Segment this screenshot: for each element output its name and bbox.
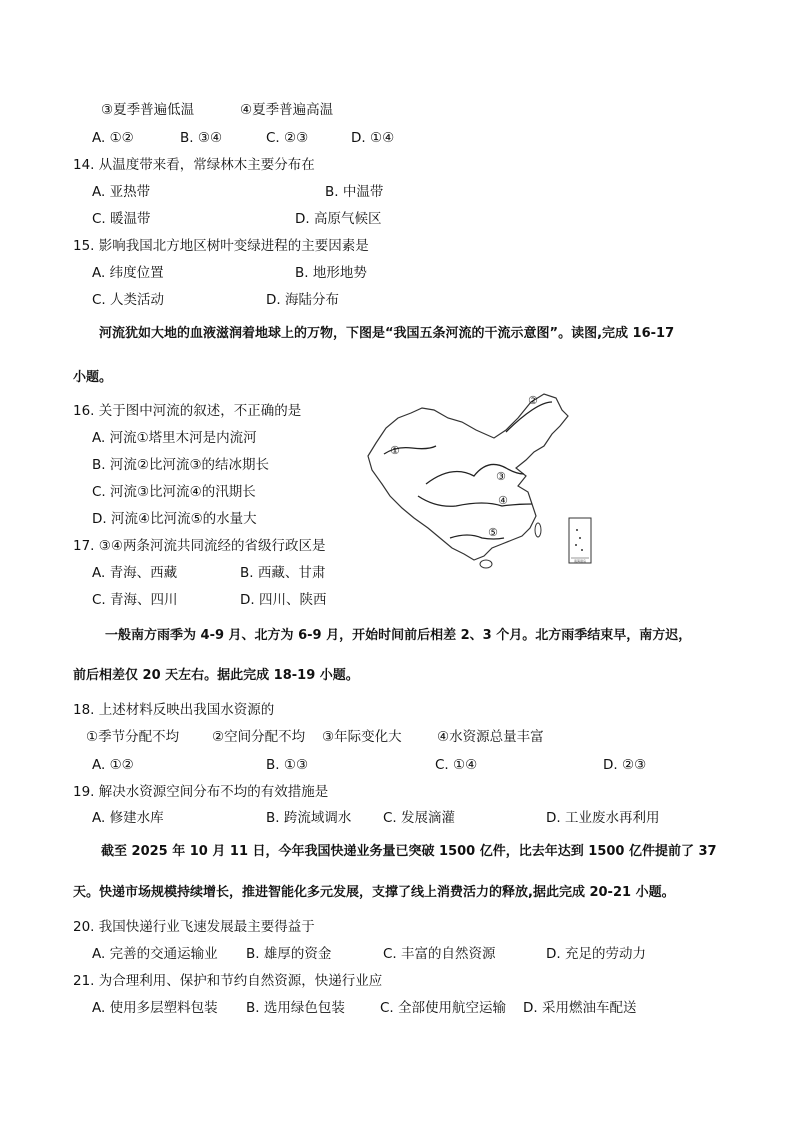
- q16-stem: 16. 关于图中河流的叙述，不正确的是: [73, 403, 302, 419]
- q17-choice-c: C. 青海、四川: [92, 592, 178, 608]
- q18-statement-4: ④水资源总量丰富: [437, 729, 544, 745]
- china-rivers-map: [356, 388, 596, 578]
- q15-choice-a: A. 纬度位置: [92, 265, 164, 281]
- river-3: [426, 464, 524, 484]
- intro-20-21-line1: 截至 2025 年 10 月 11 日，今年我国快递业务量已突破 1500 亿件，比去年达到 1500 亿件提前了 37: [101, 844, 717, 859]
- q19-choice-c: C. 发展滴灌: [383, 810, 456, 826]
- q17-choice-a: A. 青海、西藏: [92, 565, 178, 581]
- q20-choice-c: C. 丰富的自然资源: [383, 946, 496, 962]
- q20-choice-d: D. 充足的劳动力: [546, 946, 646, 962]
- q18-choice-a: A. ①②: [92, 757, 134, 773]
- q21-stem: 21. 为合理利用、保护和节约自然资源，快递行业应: [73, 973, 383, 989]
- south-sea-inset: [569, 518, 591, 563]
- q17-choice-b: B. 西藏、甘肃: [240, 565, 326, 581]
- q13-choice-d: D. ①④: [351, 130, 395, 146]
- q20-stem: 20. 我国快递行业飞速发展最主要得益于: [73, 919, 315, 935]
- q19-choice-a: A. 修建水库: [92, 810, 164, 826]
- q21-choice-b: B. 选用绿色包装: [246, 1000, 345, 1016]
- q16-choice-c: C. 河流③比河流④的汛期长: [92, 484, 256, 500]
- intro-20-21-line2: 天。快递市场规模持续增长，推进智能化多元发展，支撑了线上消费活力的释放,据此完成 20-21 小题。: [73, 885, 675, 900]
- q15-choice-d: D. 海陆分布: [266, 292, 339, 308]
- intro-16-17-line1: 河流犹如大地的血液滋润着地球上的万物，下图是“我国五条河流的干流示意图”。读图,完成 16-17: [99, 326, 675, 341]
- q14-choice-a: A. 亚热带: [92, 184, 151, 200]
- q13-option-4: ④夏季普遍高温: [240, 102, 334, 118]
- hainan-island: [480, 560, 492, 568]
- q15-stem: 15. 影响我国北方地区树叶变绿进程的主要因素是: [73, 238, 369, 254]
- q19-choice-d: D. 工业废水再利用: [546, 810, 660, 826]
- intro-16-17-line2: 小题。: [73, 370, 113, 385]
- intro-18-19-line1: 一般南方雨季为 4-9 月、北方为 6-9 月，开始时间前后相差 2、3 个月。北方雨季结束早，南方迟，: [105, 628, 692, 643]
- river-label-4: ④: [498, 494, 508, 507]
- q16-choice-d: D. 河流④比河流⑤的水量大: [92, 511, 257, 527]
- river-label-5: ⑤: [488, 526, 498, 539]
- q13-choice-c: C. ②③: [266, 130, 309, 146]
- q14-choice-c: C. 暖温带: [92, 211, 151, 227]
- q21-choice-c: C. 全部使用航空运输: [380, 1000, 507, 1016]
- q19-choice-b: B. 跨流域调水: [266, 810, 352, 826]
- q18-choice-b: B. ①③: [266, 757, 309, 773]
- q15-choice-c: C. 人类活动: [92, 292, 165, 308]
- q21-choice-d: D. 采用燃油车配送: [523, 1000, 637, 1016]
- inset-caption: 南海诸岛: [573, 559, 587, 563]
- q13-choice-b: B. ③④: [180, 130, 223, 146]
- river-label-1: ①: [390, 444, 400, 457]
- q18-statement-2: ②空间分配不均: [212, 729, 306, 745]
- q13-choice-a: A. ①②: [92, 130, 134, 146]
- intro-18-19-line2: 前后相差仅 20 天左右。据此完成 18-19 小题。: [73, 668, 359, 683]
- river-4: [418, 496, 532, 506]
- q19-stem: 19. 解决水资源空间分布不均的有效措施是: [73, 784, 329, 800]
- q14-choice-b: B. 中温带: [325, 184, 384, 200]
- china-outline-map: [356, 388, 596, 578]
- q17-stem: 17. ③④两条河流共同流经的省级行政区是: [73, 538, 326, 554]
- q20-choice-a: A. 完善的交通运输业: [92, 946, 218, 962]
- q16-choice-a: A. 河流①塔里木河是内流河: [92, 430, 257, 446]
- q20-choice-b: B. 雄厚的资金: [246, 946, 332, 962]
- q18-choice-d: D. ②③: [603, 757, 647, 773]
- q13-option-3: ③夏季普遍低温: [101, 102, 195, 118]
- q18-statement-3: ③年际变化大: [322, 729, 402, 745]
- q16-choice-b: B. 河流②比河流③的结冰期长: [92, 457, 270, 473]
- q18-statement-1: ①季节分配不均: [86, 729, 180, 745]
- q18-stem: 18. 上述材料反映出我国水资源的: [73, 702, 275, 718]
- river-label-3: ③: [496, 470, 506, 483]
- q17-choice-d: D. 四川、陕西: [240, 592, 327, 608]
- taiwan-island: [535, 523, 541, 537]
- q18-choice-c: C. ①④: [435, 757, 478, 773]
- q14-choice-d: D. 高原气候区: [295, 211, 382, 227]
- q21-choice-a: A. 使用多层塑料包装: [92, 1000, 218, 1016]
- q15-choice-b: B. 地形地势: [295, 265, 367, 281]
- river-label-2: ②: [528, 394, 538, 407]
- q14-stem: 14. 从温度带来看，常绿林木主要分布在: [73, 157, 315, 173]
